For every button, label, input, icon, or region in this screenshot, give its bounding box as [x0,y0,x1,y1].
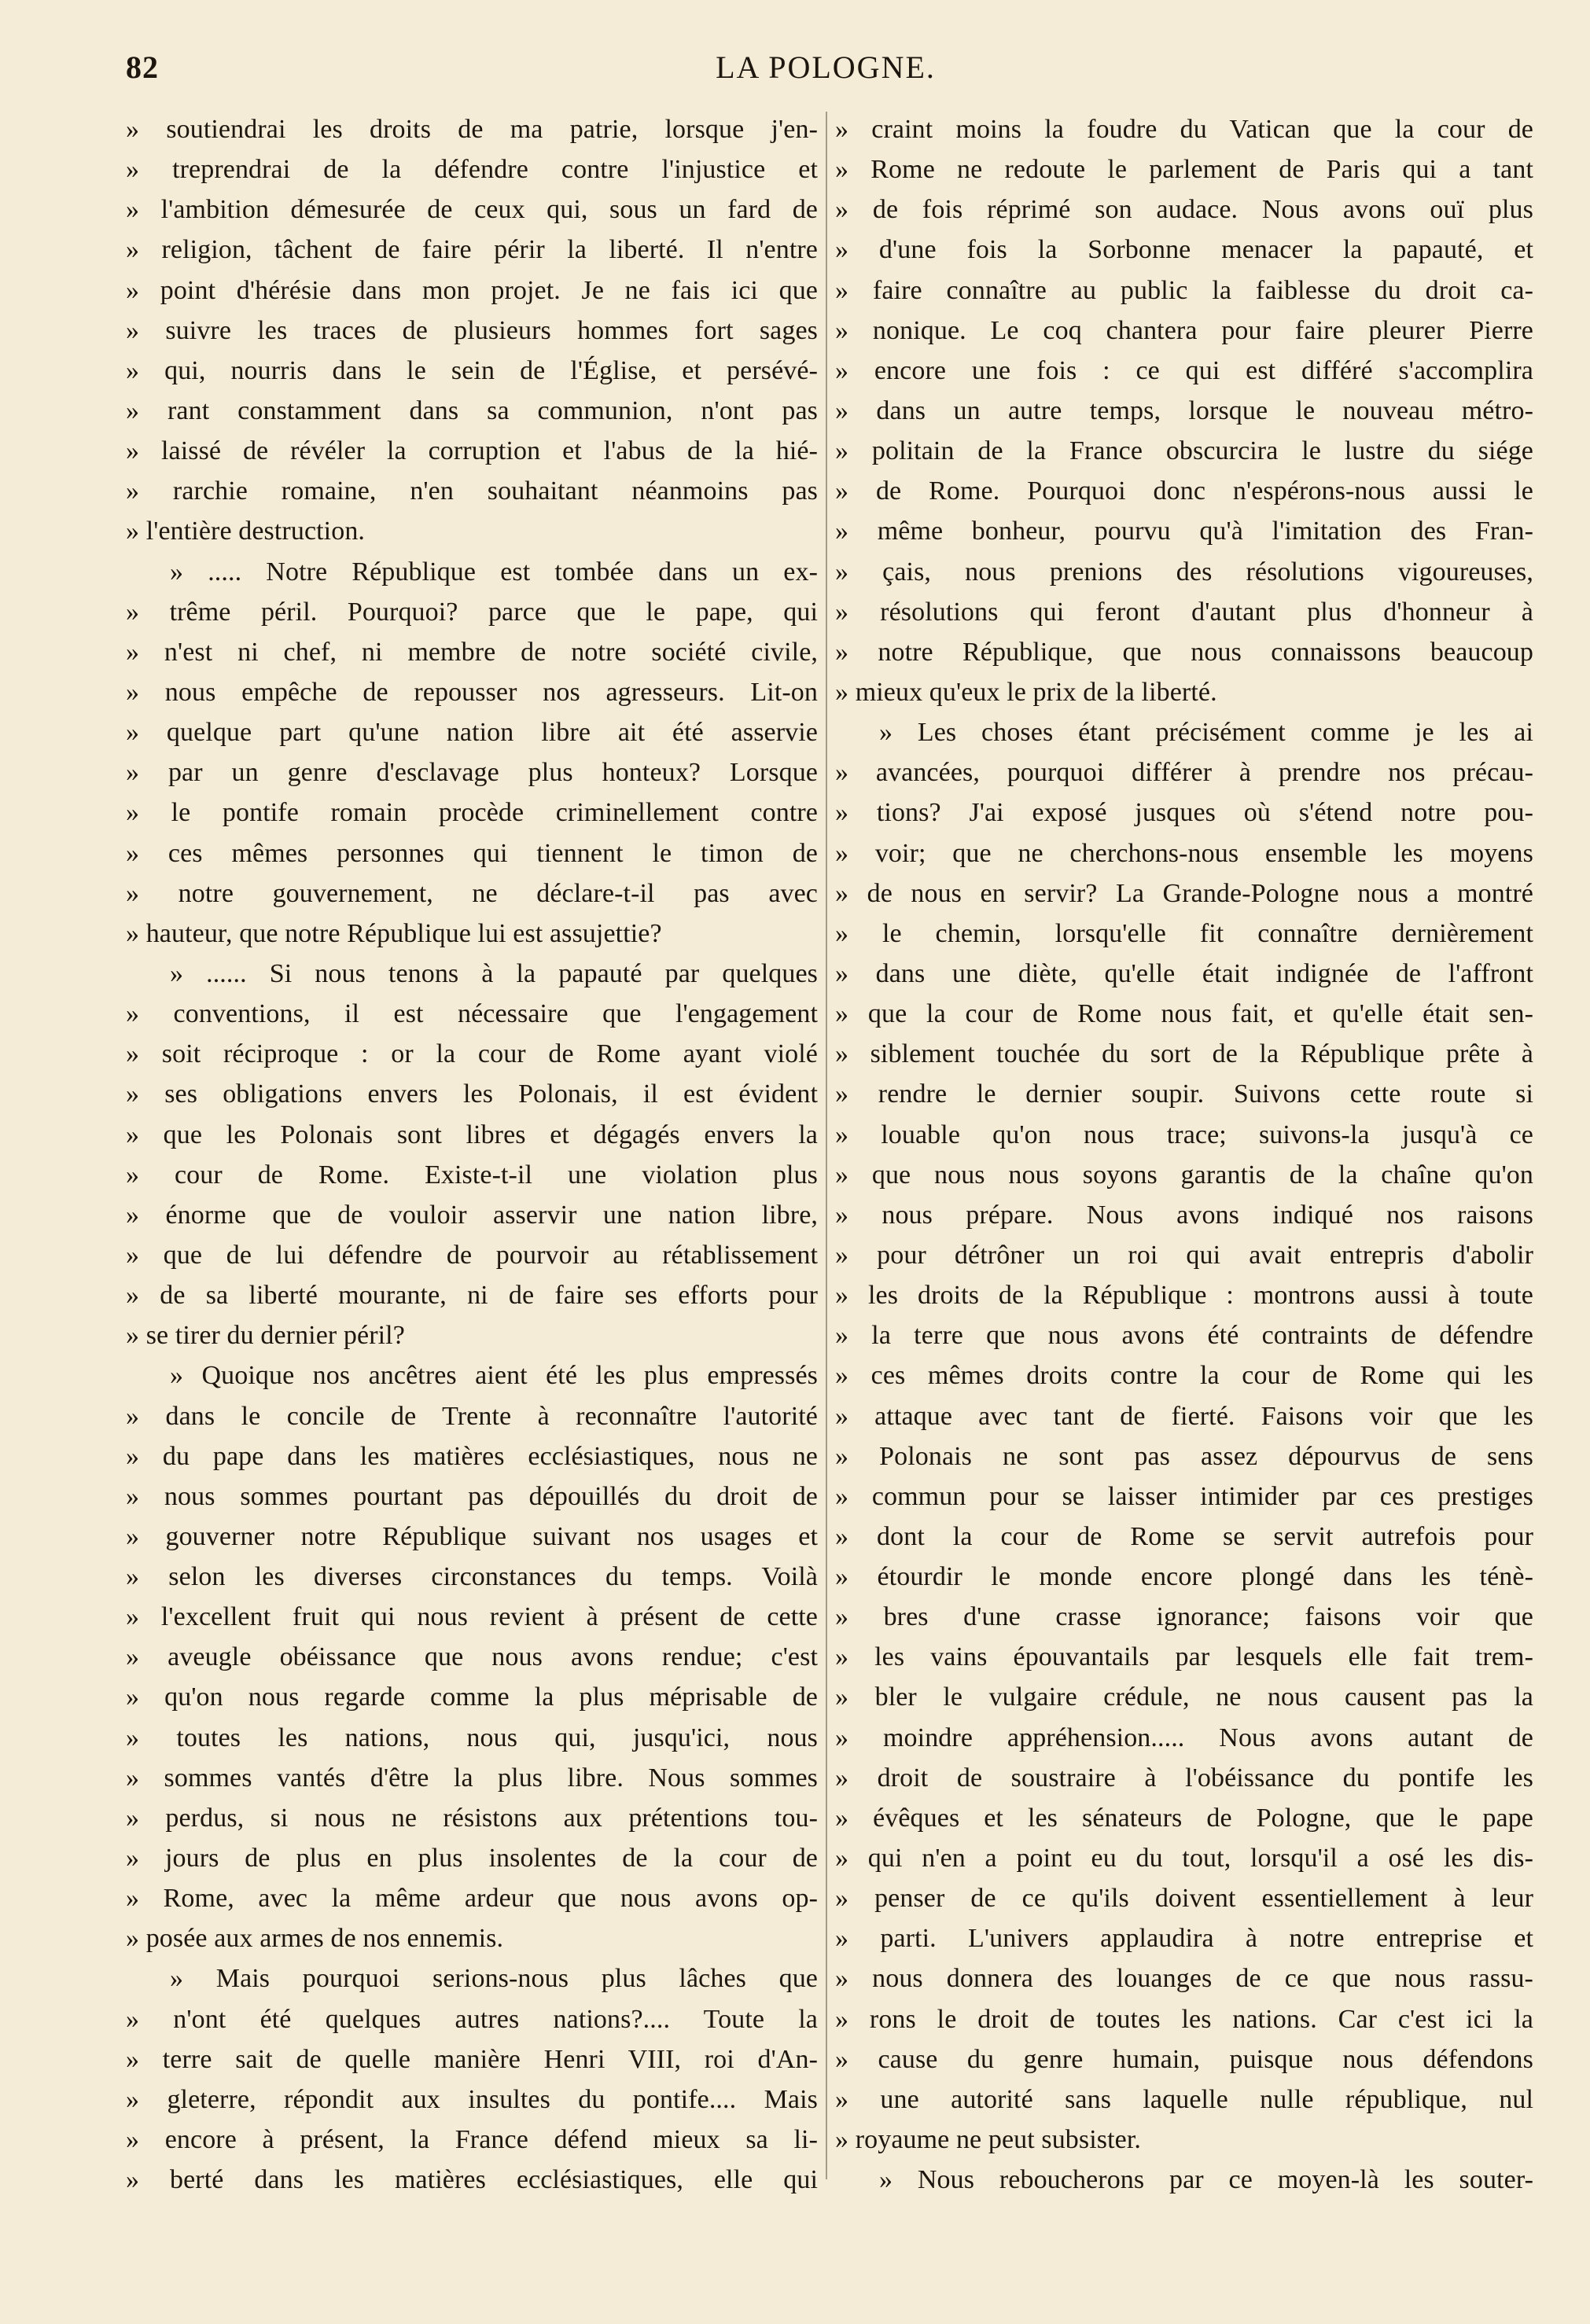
text-line: » nous sommes pourtant pas dépouillés du droit de [126,1481,818,1511]
text-line: » même bonheur, pourvu qu'à l'imitation des Fran- [835,517,1533,546]
page-header [126,49,1526,96]
text-line: » nonique. Le coq chantera pour faire pleurer Pierre [835,315,1533,345]
text-line: » n'est ni chef, ni membre de notre société civile, [126,637,818,667]
text-line: » gleterre, répondit aux insultes du pontife.... Mais [126,2084,818,2114]
text-line: » de nous en servir? La Grande-Pologne nous a montré [835,878,1533,908]
text-line: » posée aux armes de nos ennemis. [126,1924,504,1954]
text-line: » Mais pourquoi serions-nous plus lâches que [170,1964,818,1994]
text-line: » toutes les nations, nous qui, jusqu'ici, nous [126,1723,818,1752]
text-line: » voir; que ne cherchons-nous ensemble les moyens [835,838,1533,868]
text-line: » çais, nous prenions des résolutions vigoureuses, [835,557,1533,587]
text-line: » que nous nous soyons garantis de la chaîne qu'on [835,1160,1533,1190]
text-line: » faire connaître au public la faiblesse du droit ca- [835,275,1533,305]
text-line: » selon les diverses circonstances du temps. Voilà [126,1562,818,1592]
left-text-column [126,109,818,2200]
text-line: » que la cour de Rome nous fait, et qu'elle était sen- [835,999,1533,1029]
text-line: » rendre le dernier soupir. Suivons cette route si [835,1079,1533,1109]
text-line: » dans le concile de Trente à reconnaître l'autorité [126,1401,818,1431]
text-line: » conventions, il est nécessaire que l'engagement [126,999,818,1029]
text-line: » cour de Rome. Existe-t-il une violation plus [126,1160,818,1190]
text-line: » jours de plus en plus insolentes de la cour de [126,1844,818,1874]
text-line: » étourdir le monde encore plongé dans les ténè- [835,1562,1533,1592]
text-line: » notre gouvernement, ne déclare-t-il pas avec [126,878,818,908]
text-line: » de fois réprimé son audace. Nous avons ouï plus [835,195,1533,225]
text-line: » résolutions qui feront d'autant plus d'honneur à [835,597,1533,627]
text-line: » ..... Notre République est tombée dans un ex- [170,557,818,587]
text-line: » bres d'une crasse ignorance; faisons voir que [835,1602,1533,1632]
text-line: » encore une fois : ce qui est différé s'accomplira [835,355,1533,385]
text-line: » du pape dans les matières ecclésiastiques, nous ne [126,1441,818,1471]
text-line: » attaque avec tant de fierté. Faisons voir que les [835,1401,1533,1431]
text-line: » louable qu'on nous trace; suivons-la jusqu'à ce [835,1120,1533,1149]
text-line: » suivre les traces de plusieurs hommes fort sages [126,315,818,345]
running-title: LA POLOGNE. [716,50,936,85]
text-line: » religion, tâchent de faire périr la liberté. Il n'entre [126,235,818,265]
text-line: » énorme que de vouloir asservir une nation libre, [126,1200,818,1230]
text-line: » Rome ne redoute le parlement de Paris qui a tant [835,155,1533,185]
text-line: » perdus, si nous ne résistons aux prétentions tou- [126,1803,818,1833]
text-line: » que les Polonais sont libres et dégagés envers la [126,1120,818,1149]
text-line: » hauteur, que notre République lui est assujettie? [126,918,662,948]
text-line: » quelque part qu'une nation libre ait été asservie [126,718,818,748]
text-line: » de Rome. Pourquoi donc n'espérons-nous aussi le [835,476,1533,506]
text-line: » trême péril. Pourquoi? parce que le pape, qui [126,597,818,627]
text-line: » Les choses étant précisément comme je les ai [879,718,1533,748]
text-line: » parti. L'univers applaudira à notre entreprise et [835,1924,1533,1954]
text-line: » bler le vulgaire crédule, ne nous causent pas la [835,1682,1533,1712]
text-line: » les droits de la République : montrons aussi à toute [835,1281,1533,1311]
text-line: » craint moins la foudre du Vatican que la cour de [835,115,1533,144]
text-line: » penser de ce qu'ils doivent essentiellement à leur [835,1884,1533,1914]
text-line: » soutiendrai les droits de ma patrie, lorsque j'en- [126,115,818,144]
text-line: » ces mêmes droits contre la cour de Rome qui les [835,1361,1533,1391]
text-line: » Nous reboucherons par ce moyen-là les souter- [879,2165,1533,2195]
text-line: » Polonais ne sont pas assez dépourvus de sens [835,1441,1533,1471]
text-line: » rons le droit de toutes les nations. Car c'est ici la [835,2004,1533,2034]
text-line: » qui n'en a point eu du tout, lorsqu'il a osé les dis- [835,1844,1533,1874]
text-line: » que de lui défendre de pourvoir au rétablissement [126,1240,818,1270]
text-line: » la terre que nous avons été contraints de défendre [835,1321,1533,1351]
text-line: » l'entière destruction. [126,517,366,546]
text-line: » pour détrôner un roi qui avait entrepris d'abolir [835,1240,1533,1270]
text-line: » cause du genre humain, puisque nous défendons [835,2044,1533,2074]
text-line: » par un genre d'esclavage plus honteux? Lorsque [126,758,818,788]
text-line: » notre République, que nous connaissons beaucoup [835,637,1533,667]
text-line: » commun pour se laisser intimider par ces prestiges [835,1481,1533,1511]
text-line: » siblement touchée du sort de la République prête à [835,1039,1533,1069]
text-line: » point d'hérésie dans mon projet. Je ne fais ici que [126,275,818,305]
text-line: » nous donnera des louanges de ce que nous rassu- [835,1964,1533,1994]
page-number: 82 [126,50,159,85]
text-line: » soit réciproque : or la cour de Rome ayant violé [126,1039,818,1069]
text-line: » le chemin, lorsqu'elle fit connaître dernièrement [835,918,1533,948]
text-line: » dont la cour de Rome se servit autrefois pour [835,1521,1533,1551]
text-line: » Quoique nos ancêtres aient été les plus empressés [170,1361,818,1391]
text-line: » qu'on nous regarde comme la plus méprisable de [126,1682,818,1712]
text-line: » encore à présent, la France défend mieux sa li- [126,2125,818,2155]
text-line: » royaume ne peut subsister. [835,2125,1142,2155]
text-line: » une autorité sans laquelle nulle république, nul [835,2084,1533,2114]
text-line: » rarchie romaine, n'en souhaitant néanmoins pas [126,476,818,506]
text-line: » nous prépare. Nous avons indiqué nos raisons [835,1200,1533,1230]
text-line: » se tirer du dernier péril? [126,1321,405,1351]
text-line: » laissé de révéler la corruption et l'abus de la hié- [126,436,818,466]
text-line: » dans une diète, qu'elle était indignée de l'affront [835,958,1533,988]
text-line: » l'excellent fruit qui nous revient à présent de cette [126,1602,818,1632]
text-line: » treprendrai de la défendre contre l'injustice et [126,155,818,185]
text-line: » avancées, pourquoi différer à prendre nos précau- [835,758,1533,788]
text-line: » moindre appréhension..... Nous avons autant de [835,1723,1533,1752]
text-line: » terre sait de quelle manière Henri VIII, roi d'An- [126,2044,818,2074]
text-line: » mieux qu'eux le prix de la liberté. [835,677,1217,707]
text-line: » berté dans les matières ecclésiastiques, elle qui [126,2165,818,2195]
text-line: » politain de la France obscurcira le lustre du siége [835,436,1533,466]
text-line: » gouverner notre République suivant nos usages et [126,1521,818,1551]
right-text-column [835,109,1533,2200]
text-line: » n'ont été quelques autres nations?.... Toute la [126,2004,818,2034]
text-line: » tions? J'ai exposé jusques où s'étend notre pou- [835,798,1533,828]
text-line: » l'ambition démesurée de ceux qui, sous un fard de [126,195,818,225]
text-line: » les vains épouvantails par lesquels elle fait trem- [835,1642,1533,1672]
text-line: » d'une fois la Sorbonne menacer la papauté, et [835,235,1533,265]
text-line: » sommes vantés d'être la plus libre. Nous sommes [126,1763,818,1793]
text-line: » qui, nourris dans le sein de l'Église, et persévé- [126,355,818,385]
column-divider [826,112,827,2179]
text-line: » ses obligations envers les Polonais, il est évident [126,1079,818,1109]
text-line: » droit de soustraire à l'obéissance du pontife les [835,1763,1533,1793]
text-line: » ces mêmes personnes qui tiennent le timon de [126,838,818,868]
text-line: » Rome, avec la même ardeur que nous avons op- [126,1884,818,1914]
text-line: » nous empêche de repousser nos agresseurs. Lit-on [126,677,818,707]
text-line: » ...... Si nous tenons à la papauté par quelques [170,958,818,988]
text-line: » aveugle obéissance que nous avons rendue; c'est [126,1642,818,1672]
text-line: » de sa liberté mourante, ni de faire ses efforts pour [126,1281,818,1311]
text-line: » rant constamment dans sa communion, n'ont pas [126,395,818,425]
text-line: » évêques et les sénateurs de Pologne, que le pape [835,1803,1533,1833]
text-line: » dans un autre temps, lorsque le nouveau métro- [835,395,1533,425]
text-line: » le pontife romain procède criminellement contre [126,798,818,828]
